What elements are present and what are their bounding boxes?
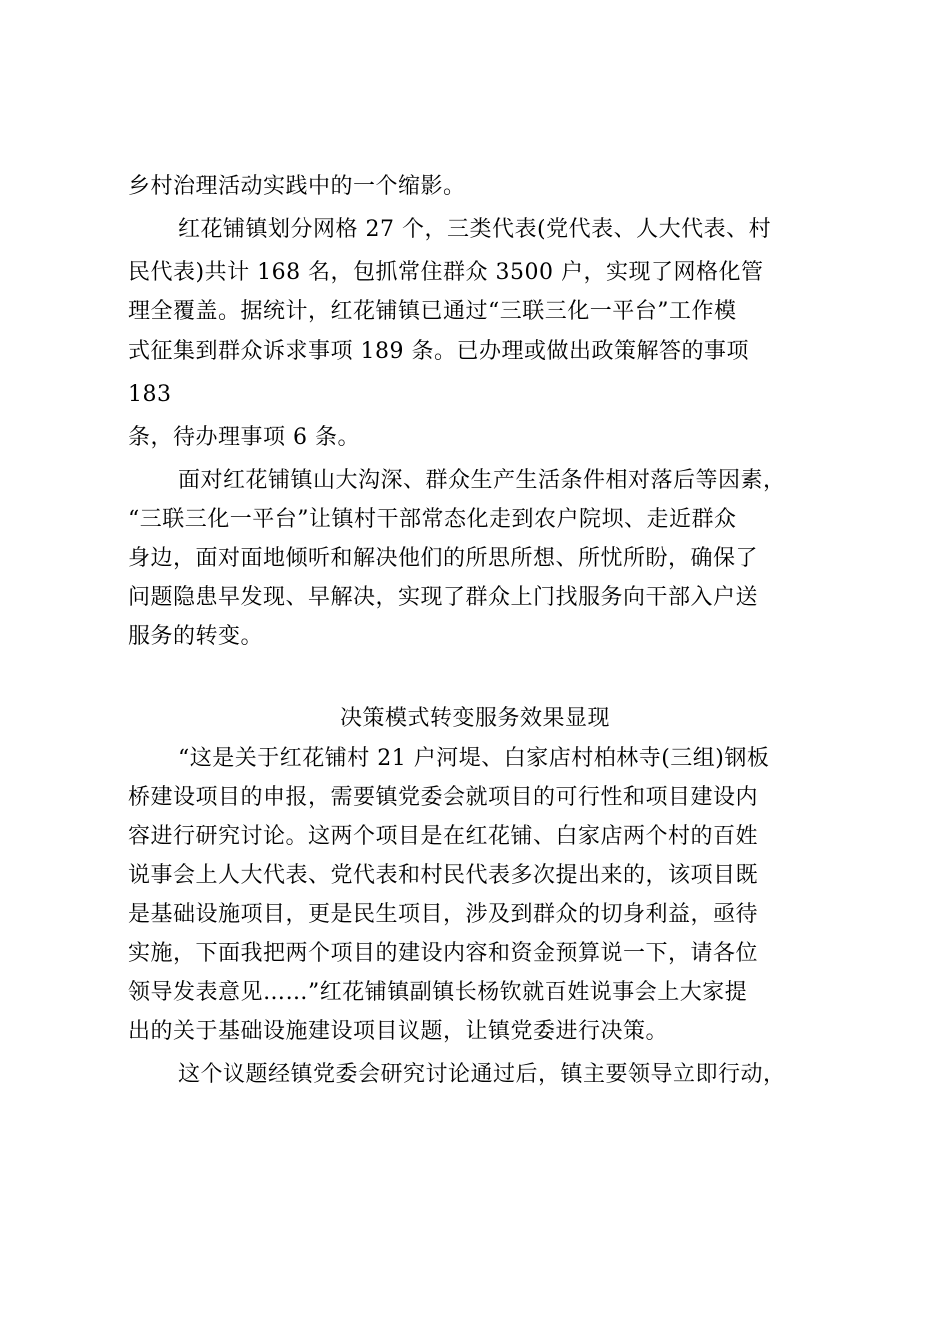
paragraph-line: 服务的转变。 [128,624,264,649]
paragraph-line: 领导发表意见……”红花铺镇副镇长杨钦就百姓说事会上大家提 [128,980,748,1005]
paragraph-line: 式征集到群众诉求事项 189 条。已办理或做出政策解答的事项 [128,339,749,364]
paragraph-line: 身边，面对面地倾听和解决他们的所思所想、所忧所盼，确保了 [128,546,759,571]
paragraph-line: 问题隐患早发现、早解决，实现了群众上门找服务向干部入户送 [128,585,759,610]
paragraph-line: 红花铺镇划分网格 27 个，三类代表(党代表、人大代表、村 [178,217,772,242]
paragraph-line: 容进行研究讨论。这两个项目是在红花铺、白家店两个村的百姓 [128,824,759,849]
paragraph-line: 这个议题经镇党委会研究讨论通过后，镇主要领导立即行动， [178,1062,786,1087]
paragraph-line: “三联三化一平台”让镇村干部常态化走到农户院坝、走近群众 [128,507,737,532]
paragraph-line: 民代表)共计 168 名，包抓常住群众 3500 户，实现了网格化管 [128,260,764,285]
section-heading: 决策模式转变服务效果显现 [339,706,610,731]
paragraph-line: 理全覆盖。据统计，红花铺镇已通过“三联三化一平台”工作模 [128,299,737,324]
paragraph-line: 是基础设施项目，更是民生项目，涉及到群众的切身利益，亟待 [128,902,759,927]
paragraph-line: 桥建设项目的申报，需要镇党委会就项目的可行性和项目建设内 [128,785,759,810]
paragraph-line: 出的关于基础设施建设项目议题，让镇党委进行决策。 [128,1019,669,1044]
paragraph-line: 183 [128,382,172,407]
paragraph-line: 说事会上人大代表、党代表和村民代表多次提出来的，该项目既 [128,863,759,888]
paragraph-line: 实施，下面我把两个项目的建设内容和资金预算说一下，请各位 [128,941,759,966]
paragraph-line: 乡村治理活动实践中的一个缩影。 [128,174,466,199]
paragraph-line: 条，待办理事项 6 条。 [128,425,360,450]
paragraph-line: 面对红花铺镇山大沟深、群众生产生活条件相对落后等因素， [178,468,786,493]
paragraph-line: “这是关于红花铺村 21 户河堤、白家店村柏林寺(三组)钢板 [178,746,770,771]
